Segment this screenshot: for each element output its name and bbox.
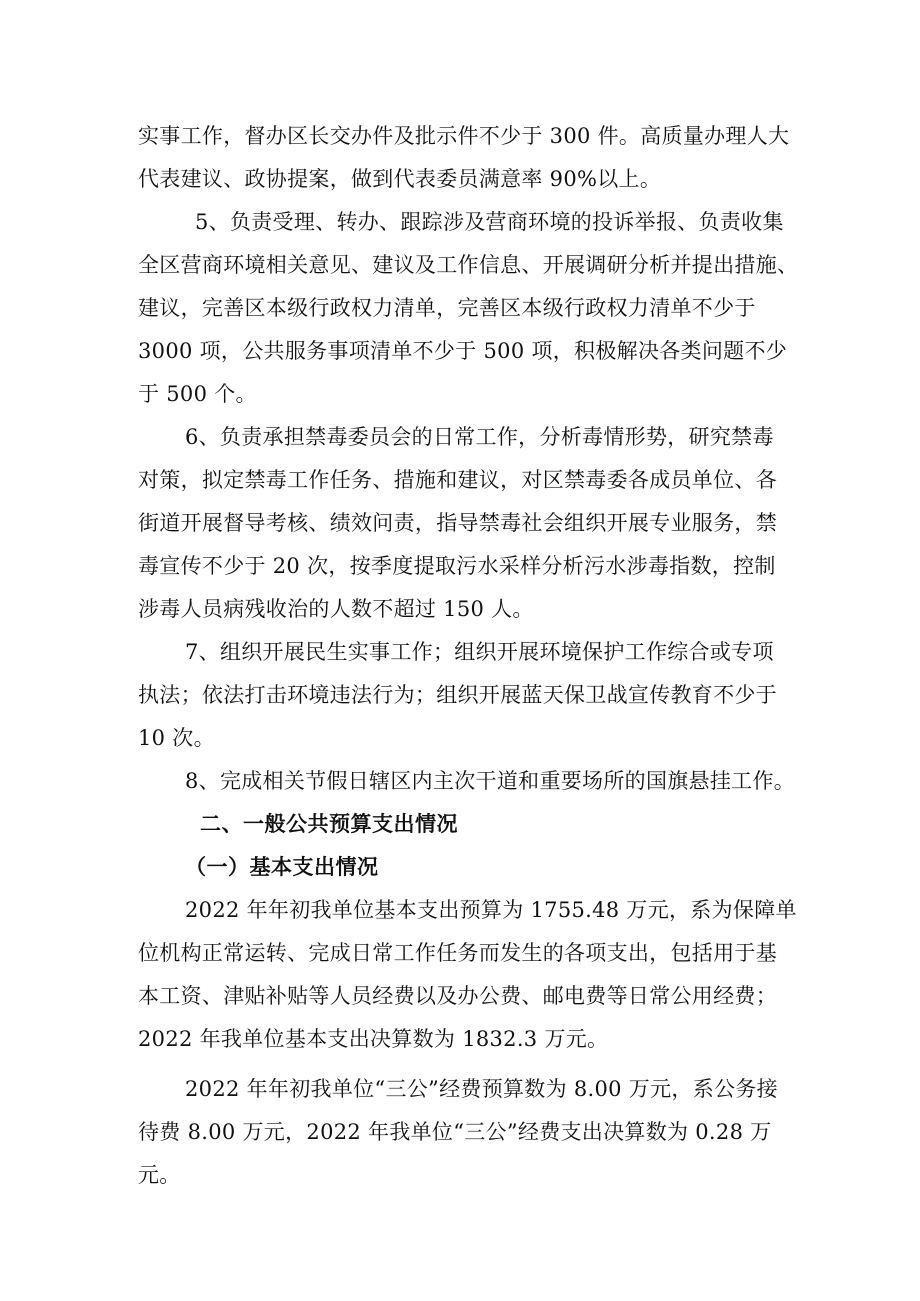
text-line: 元。 (138, 1163, 181, 1187)
text-line: 待费 8.00 万元，2022 年我单位“三公”经费支出决算数为 0.28 万 (138, 1120, 772, 1144)
text-line: 8、完成相关节假日辖区内主次干道和重要场所的国旗悬挂工作。 (185, 769, 796, 793)
text-line: 于 500 个。 (138, 382, 257, 406)
text-line: 街道开展督导考核、绩效问责，指导禁毒社会组织开展专业服务，禁 (138, 511, 777, 535)
text-line: 本工资、津贴补贴等人员经费以及办公费、邮电费等日常公用经费； (138, 984, 777, 1008)
text-line: 2022 年我单位基本支出决算数为 1832.3 万元。 (138, 1027, 609, 1051)
text-line: 实事工作，督办区长交办件及批示件不少于 300 件。高质量办理人大 (138, 124, 790, 148)
text-line: 10 次。 (138, 726, 215, 750)
subsection-heading: （一）基本支出情况 (185, 855, 379, 879)
text-line: 2022 年年初我单位“三公”经费预算数为 8.00 万元，系公务接 (185, 1077, 778, 1101)
text-line: 3000 项，公共服务事项清单不少于 500 项，积极解决各类问题不少 (138, 339, 788, 363)
text-line: 涉毒人员病残收治的人数不超过 150 人。 (138, 597, 534, 621)
text-line: 建议，完善区本级行政权力清单，完善区本级行政权力清单不少于 (138, 296, 756, 320)
section-heading: 二、一般公共预算支出情况 (200, 812, 458, 836)
text-line: 代表建议、政协提案，做到代表委员满意率 90%以上。 (138, 167, 662, 191)
text-line: 7、组织开展民生实事工作；组织开展环境保护工作综合或专项 (185, 640, 774, 664)
text-line: 全区营商环境相关意见、建议及工作信息、开展调研分析并提出措施、 (138, 253, 799, 277)
text-line: 6、负责承担禁毒委员会的日常工作，分析毒情形势，研究禁毒 (185, 425, 774, 449)
text-line: 对策，拟定禁毒工作任务、措施和建议，对区禁毒委各成员单位、各 (138, 468, 777, 492)
text-line: 2022 年年初我单位基本支出预算为 1755.48 万元，系为保障单 (185, 898, 797, 922)
text-line: 5、负责受理、转办、跟踪涉及营商环境的投诉举报、负责收集 (195, 210, 784, 234)
text-line: 位机构正常运转、完成日常工作任务而发生的各项支出，包括用于基 (138, 941, 777, 965)
text-line: 毒宣传不少于 20 次，按季度提取污水采样分析污水涉毒指数，控制 (138, 554, 776, 578)
text-line: 执法；依法打击环境违法行为；组织开展蓝天保卫战宣传教育不少于 (138, 683, 777, 707)
